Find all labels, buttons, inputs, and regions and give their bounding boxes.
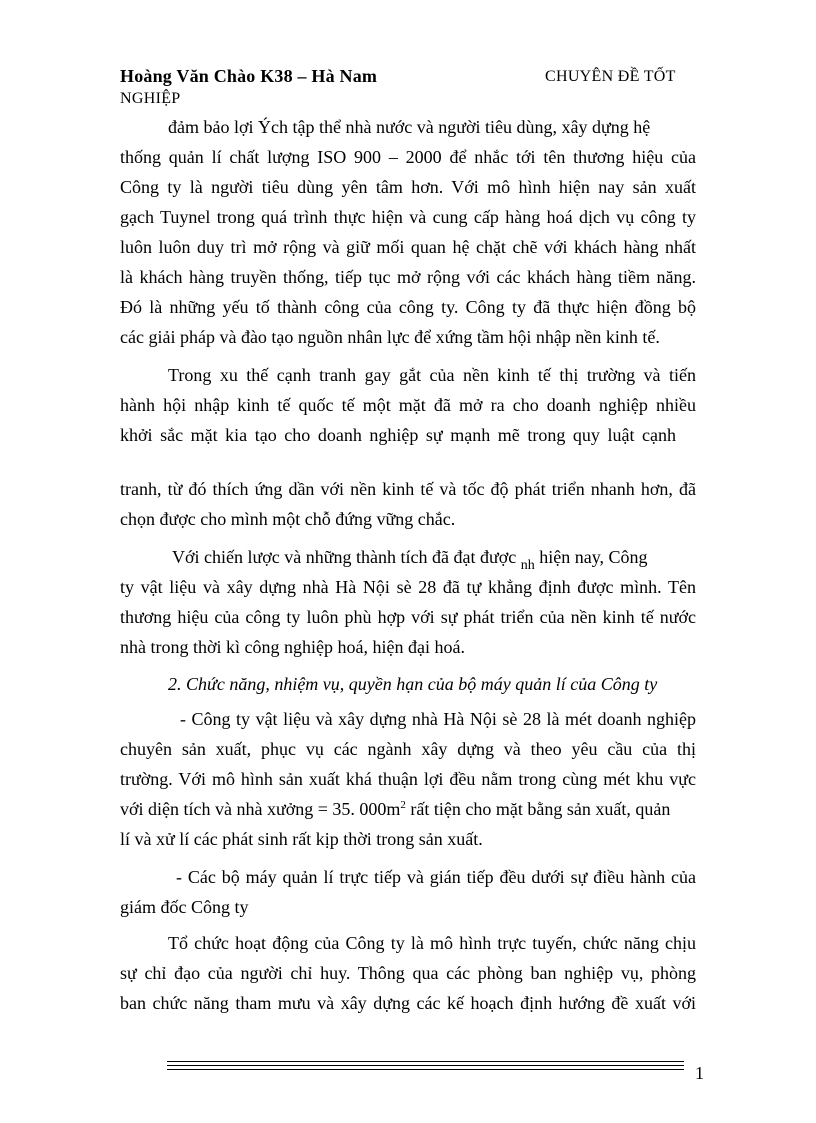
text-line: [172, 546, 648, 571]
text-line: thương hiệu của công ty luôn phù hợp với sự phát triển của nền kinh tế nước: [120, 607, 696, 627]
text-line: chuyên sản xuất, phục vụ các ngành xây dựng và theo yêu cầu của thị: [120, 739, 696, 759]
text-line: sự chỉ đạo của người chỉ huy. Thông qua các phòng ban nghiệp vụ, phòng: [120, 963, 696, 983]
text-line: Công ty là người tiêu dùng yên tâm hơn. Với mô hình hiện nay sản xuất: [120, 177, 696, 197]
section-heading: 2. Chức năng, nhiệm vụ, quyền hạn của bộ máy quản lí của Công ty: [168, 674, 658, 694]
text-span: với diện tích và nhà xưởng = 35. 000m: [120, 799, 401, 819]
text-line: chọn được cho mình một chỗ đứng vững chắc.: [120, 509, 456, 529]
footer-rule: [167, 1065, 684, 1066]
text-span: Với chiến lược và những thành tích đã đạt được: [172, 547, 517, 567]
text-line: Trong xu thế cạnh tranh gay gắt của nền kinh tế thị trường và tiến: [168, 365, 696, 385]
text-line: tranh, từ đó thích ứng dần với nền kinh tế và tốc độ phát triển nhanh hơn, đã: [120, 479, 696, 499]
superscript: 2: [400, 799, 406, 811]
text-line: Đó là những yếu tố thành công của công ty. Công ty đã thực hiện đồng bộ: [120, 297, 696, 317]
page-number: 1: [695, 1063, 704, 1083]
text-line: gạch Tuynel trong quá trình thực hiện và cung cấp hàng hoá dịch vụ công ty: [120, 207, 696, 227]
header-title: CHUYÊN ĐỀ TỐT: [545, 68, 676, 85]
text-line: ty vật liệu và xây dựng nhà Hà Nội sè 28 đã tự khẳng định được mình. Tên: [120, 577, 696, 597]
text-line: giám đốc Công ty: [120, 897, 249, 917]
text-line: - Công ty vật liệu và xây dựng nhà Hà Nội sè 28 là mét doanh nghiệp: [180, 709, 696, 729]
text-line: - Các bộ máy quản lí trực tiếp và gián tiếp đều dưới sự điều hành của: [176, 867, 696, 887]
text-line: trường. Với mô hình sản xuất khá thuận lợi đều nằm trong cùng mét khu vực: [120, 769, 696, 789]
text-line: hành hội nhập kinh tế quốc tế một mặt đã mở ra cho doanh nghiệp nhiều: [120, 395, 696, 415]
text-line: ban chức năng tham mưu và xây dựng các kế hoạch định hướng đề xuất với: [120, 993, 696, 1013]
text-span: hiện nay, Công: [534, 547, 648, 567]
stray-subscript: nh: [520, 558, 535, 573]
header-author: Hoàng Văn Chào K38 – Hà Nam: [120, 66, 378, 86]
footer-rule: [167, 1061, 684, 1062]
text-line: Tổ chức hoạt động của Công ty là mô hình trực tuyến, chức năng chịu: [168, 933, 696, 953]
text-line: thống quản lí chất lượng ISO 900 – 2000 để nhắc tới tên thương hiệu của: [120, 147, 696, 167]
text-line: là khách hàng truyền thống, tiếp tục mở rộng với các khách hàng tiềm năng.: [120, 267, 696, 287]
text-line: luôn luôn duy trì mở rộng và giữ mối quan hệ chặt chẽ với khách hàng nhất: [120, 237, 696, 257]
text-line: nhà trong thời kì công nghiệp hoá, hiện đại hoá.: [120, 637, 465, 657]
header-title-continued: NGHIỆP: [120, 90, 181, 107]
text-line: khởi sắc mặt kia tạo cho doanh nghiệp sự mạnh mẽ trong quy luật cạnh: [120, 425, 676, 445]
text-line: các giải pháp và đào tạo nguồn nhân lực để xứng tầm hội nhập nền kinh tế.: [120, 327, 660, 347]
footer-rule: [167, 1069, 684, 1070]
text-line: [120, 798, 670, 820]
text-line: đảm bảo lợi Ých tập thể nhà nước và người tiêu dùng, xây dựng hệ: [168, 117, 651, 137]
text-line: lí và xử lí các phát sinh rất kịp thời trong sản xuất.: [120, 829, 483, 849]
text-span: rất tiện cho mặt bằng sản xuất, quản: [405, 799, 671, 819]
